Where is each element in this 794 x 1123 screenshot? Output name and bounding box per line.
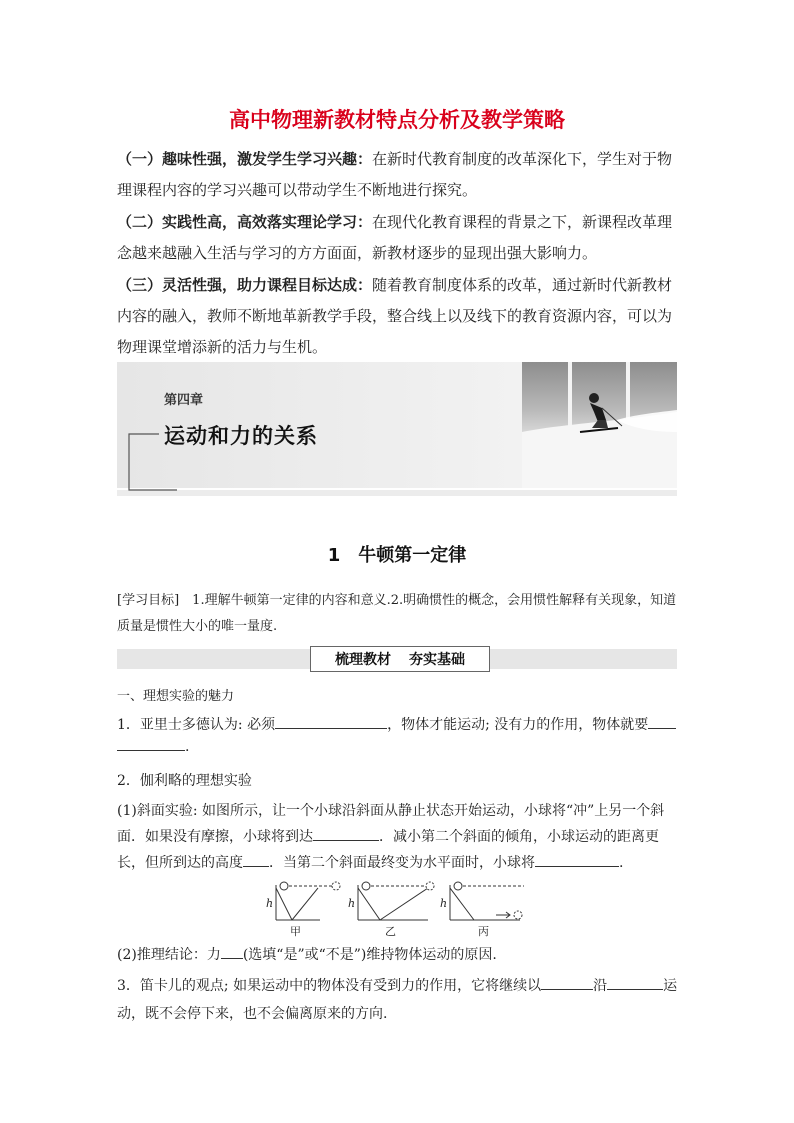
chapter-number: 第四章 <box>164 393 204 408</box>
label-jia: 甲 <box>290 925 301 938</box>
question-1 <box>117 714 679 758</box>
skier-photo <box>522 362 677 488</box>
intro-item-head: （一）趣味性强，激发学生学习兴趣： <box>117 150 373 168</box>
intro-item-body: 随着教育制度体系的改革，通过新时代新教材内容的融入，教师不断地革新教学手段，整合线上以及线下的教育资源内容，可以为物理课堂增添新的活力与生机。 <box>117 276 673 356</box>
chapter-title: 运动和力的关系 <box>164 424 318 448</box>
q3-text-a: 3．笛卡儿的观点; 如果运动中的物体没有受到力的作用，它将继续以 <box>117 978 542 994</box>
question-2-heading: 2．伽利略的理想实验 <box>117 773 252 789</box>
strip-left-label: 梳理教材 <box>335 652 391 668</box>
intro-item-2 <box>117 207 679 269</box>
label-yi: 乙 <box>385 925 396 938</box>
question-2-1 <box>117 798 679 876</box>
page-title: 高中物理新教材特点分析及教学策略 <box>229 108 565 132</box>
goals-label: [学习目标] <box>117 593 180 608</box>
question-2-2 <box>117 944 679 966</box>
question-3 <box>117 972 679 1028</box>
blank-q2-2[interactable] <box>221 944 243 959</box>
chapter-banner <box>117 362 677 498</box>
section-title: 1 牛顿第一定律 <box>327 545 467 566</box>
q1-text-c: . <box>185 739 190 755</box>
intro-item-3 <box>117 270 679 363</box>
q2-1-text-d: . <box>619 855 624 871</box>
banner-underline <box>117 490 677 496</box>
label-h-1: h <box>266 897 274 910</box>
part-one-heading: 一、理想实验的魅力 <box>117 689 235 704</box>
blank-q2-1-3[interactable] <box>535 852 619 867</box>
blank-q2-1-2[interactable] <box>243 852 269 867</box>
q1-text-a: 1．亚里士多德认为: 必须 <box>117 717 276 733</box>
goals-text: 1.理解牛顿第一定律的内容和意义.2.明确惯性的概念，会用惯性解释有关现象，知道质量是惯性大小的唯一量度. <box>117 593 677 634</box>
q2-1-text-c: ．当第二个斜面最终变为水平面时，小球将 <box>269 855 535 871</box>
strip-right-label: 夯实基础 <box>409 652 465 668</box>
section-strip <box>117 649 677 669</box>
blank-q1-1[interactable] <box>275 714 387 729</box>
intro-item-head: （二）实践性高，高效落实理论学习： <box>117 213 373 231</box>
blank-q2-1-1[interactable] <box>313 826 379 841</box>
label-bing: 丙 <box>478 925 489 938</box>
q3-text-b: 沿 <box>593 978 608 994</box>
label-h-2: h <box>348 897 356 910</box>
learning-goals <box>117 588 679 640</box>
intro-item-body: 在新时代教育制度的改革深化下，学生对于物理课程内容的学习兴趣可以带动学生不断地进行探究。 <box>117 150 673 199</box>
q2-1-text-b: ．减小第二个斜面的倾角，小球运动的距离更长，但所到达的高度 <box>117 829 659 871</box>
q2-2-text-b: (选填“是”或“不是”)维持物体运动的原因. <box>242 947 497 963</box>
blank-q3-2[interactable] <box>607 975 663 990</box>
q2-1-text-a: (1)斜面实验: 如图所示，让一个小球沿斜面从静止状态开始运动，小球将“冲”上另一个斜面．如果没有摩擦，小球将到达 <box>117 803 665 845</box>
q1-text-b: ，物体才能运动; 没有力的作用，物体就要 <box>387 717 649 733</box>
intro-item-head: （三）灵活性强，助力课程目标达成： <box>117 276 373 294</box>
blank-q3-1[interactable] <box>541 975 593 990</box>
intro-item-1 <box>117 144 679 206</box>
q2-2-text-a: (2)推理结论：力 <box>117 947 221 963</box>
strip-label-box <box>310 646 490 672</box>
incline-figure <box>260 880 530 938</box>
skier-illustration <box>522 362 677 488</box>
intro-item-body: 在现代化教育课程的背景之下，新课程改革理念越来越融入生活与学习的方方面面，新教材逐步的显现出强大影响力。 <box>117 213 673 262</box>
blank-q1-2a[interactable] <box>648 714 676 729</box>
blank-q1-2b[interactable] <box>117 736 185 751</box>
label-h-3: h <box>440 897 448 910</box>
q3-text-c: 运动，既不会停下来，也不会偏离原来的方向. <box>117 978 678 1022</box>
